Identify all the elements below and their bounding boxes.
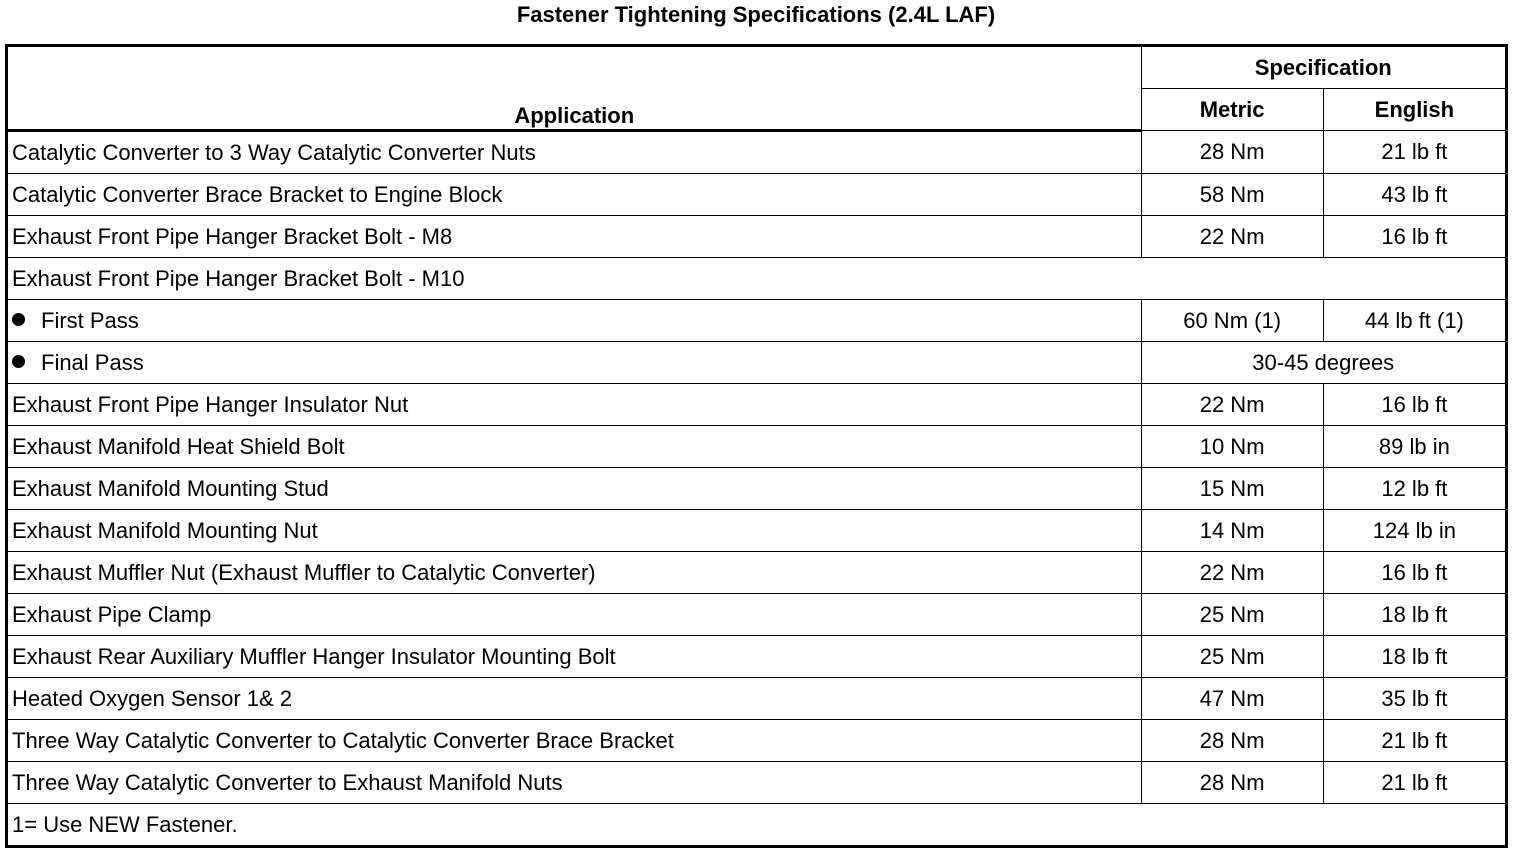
metric-header: Metric xyxy=(1141,89,1323,131)
table-row xyxy=(7,342,1507,384)
application-cell: Three Way Catalytic Converter to Exhaust Manifold Nuts xyxy=(7,762,1142,804)
english-cell: 18 lb ft xyxy=(1323,594,1506,636)
english-cell: 18 lb ft xyxy=(1323,636,1506,678)
application-cell: Exhaust Manifold Mounting Stud xyxy=(7,468,1142,510)
angle-cell: 30-45 degrees xyxy=(1141,342,1507,384)
english-cell: 16 lb ft xyxy=(1323,384,1506,426)
table-row xyxy=(7,426,1507,468)
first-pass-cell xyxy=(7,300,1142,342)
table-row xyxy=(7,636,1507,678)
metric-cell: 22 Nm xyxy=(1141,552,1323,594)
english-cell: 12 lb ft xyxy=(1323,468,1506,510)
english-cell: 44 lb ft (1) xyxy=(1323,300,1506,342)
table-row xyxy=(7,678,1507,720)
metric-cell: 25 Nm xyxy=(1141,636,1323,678)
english-cell: 21 lb ft xyxy=(1323,131,1506,174)
english-cell: 124 lb in xyxy=(1323,510,1506,552)
specification-header: Specification xyxy=(1141,46,1507,89)
metric-cell: 25 Nm xyxy=(1141,594,1323,636)
final-pass-cell xyxy=(7,342,1142,384)
first-pass-label: First Pass xyxy=(41,307,139,333)
application-cell: Exhaust Pipe Clamp xyxy=(7,594,1142,636)
metric-cell: 60 Nm (1) xyxy=(1141,300,1323,342)
metric-cell: 22 Nm xyxy=(1141,384,1323,426)
application-cell: Three Way Catalytic Converter to Catalytic Converter Brace Bracket xyxy=(7,720,1142,762)
table-row xyxy=(7,510,1507,552)
table-row xyxy=(7,720,1507,762)
english-cell: 21 lb ft xyxy=(1323,762,1506,804)
application-cell: Catalytic Converter Brace Bracket to Engine Block xyxy=(7,174,1142,216)
metric-cell: 28 Nm xyxy=(1141,762,1323,804)
final-pass-label: Final Pass xyxy=(41,349,144,375)
metric-cell: 47 Nm xyxy=(1141,678,1323,720)
metric-cell: 28 Nm xyxy=(1141,720,1323,762)
metric-cell: 22 Nm xyxy=(1141,216,1323,258)
footnote: 1= Use NEW Fastener. xyxy=(7,804,1507,847)
metric-cell: 10 Nm xyxy=(1141,426,1323,468)
table-row xyxy=(7,762,1507,804)
application-cell: Exhaust Front Pipe Hanger Bracket Bolt - M8 xyxy=(7,216,1142,258)
application-cell: Exhaust Front Pipe Hanger Insulator Nut xyxy=(7,384,1142,426)
footnote-row xyxy=(7,804,1507,847)
bullet-icon xyxy=(12,355,25,368)
bullet-icon xyxy=(12,313,25,326)
english-cell: 16 lb ft xyxy=(1323,552,1506,594)
application-cell: Exhaust Rear Auxiliary Muffler Hanger Insulator Mounting Bolt xyxy=(7,636,1142,678)
table-row xyxy=(7,384,1507,426)
application-cell: Catalytic Converter to 3 Way Catalytic Converter Nuts xyxy=(7,131,1142,174)
table-row-group-heading xyxy=(7,258,1507,300)
application-cell: Exhaust Manifold Heat Shield Bolt xyxy=(7,426,1142,468)
table-row xyxy=(7,216,1507,258)
metric-cell: 15 Nm xyxy=(1141,468,1323,510)
english-cell: 89 lb in xyxy=(1323,426,1506,468)
metric-cell: 58 Nm xyxy=(1141,174,1323,216)
table-row xyxy=(7,468,1507,510)
table-row xyxy=(7,300,1507,342)
english-cell: 21 lb ft xyxy=(1323,720,1506,762)
document-title: Fastener Tightening Specifications (2.4L LAF) xyxy=(516,2,996,27)
application-cell: Exhaust Front Pipe Hanger Bracket Bolt - M10 xyxy=(7,258,1507,300)
application-cell: Heated Oxygen Sensor 1& 2 xyxy=(7,678,1142,720)
table-row xyxy=(7,174,1507,216)
table-row xyxy=(7,594,1507,636)
table-row xyxy=(7,552,1507,594)
fastener-spec-table xyxy=(5,44,1508,848)
english-cell: 43 lb ft xyxy=(1323,174,1506,216)
table-row xyxy=(7,131,1507,174)
application-cell: Exhaust Manifold Mounting Nut xyxy=(7,510,1142,552)
application-header: Application xyxy=(7,46,1142,131)
english-cell: 16 lb ft xyxy=(1323,216,1506,258)
english-header: English xyxy=(1323,89,1506,131)
english-cell: 35 lb ft xyxy=(1323,678,1506,720)
metric-cell: 14 Nm xyxy=(1141,510,1323,552)
application-cell: Exhaust Muffler Nut (Exhaust Muffler to Catalytic Converter) xyxy=(7,552,1142,594)
metric-cell: 28 Nm xyxy=(1141,131,1323,174)
